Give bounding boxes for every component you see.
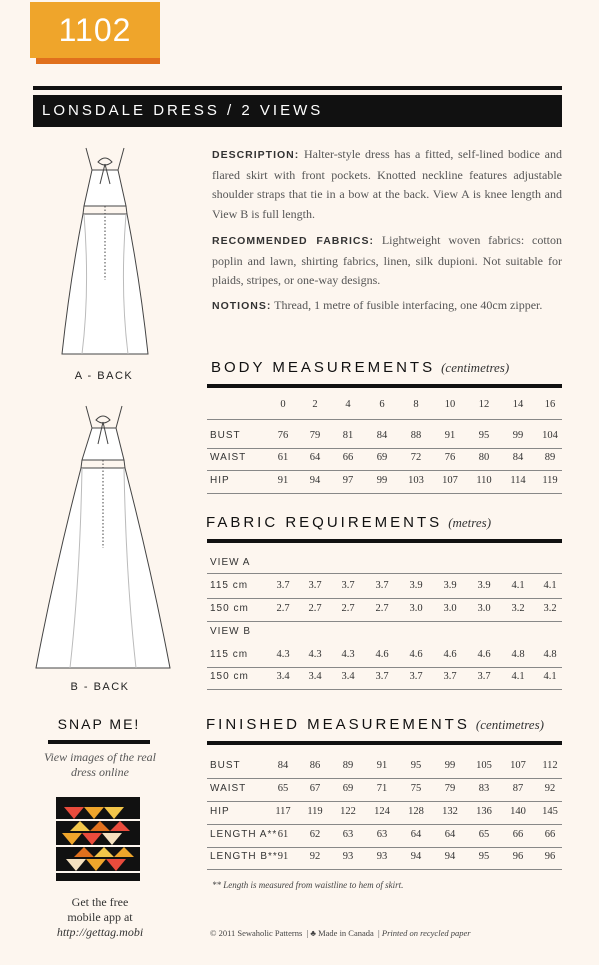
snap-me-text: View images of the real dress online — [44, 750, 156, 779]
table-cell: 79 — [444, 783, 456, 794]
table-cell: 104 — [542, 430, 558, 441]
table-cell: 3.4 — [276, 671, 290, 682]
table-cell: 4.8 — [511, 649, 525, 660]
snap-me-rule — [48, 740, 150, 744]
table-cell: 117 — [275, 806, 291, 817]
fabrics-label: RECOMMENDED FABRICS: — [212, 235, 374, 247]
table-cell: 4.1 — [511, 580, 525, 591]
table-cell: 65 — [277, 783, 289, 794]
table-row-label: 150 cm — [210, 671, 249, 682]
table-cell: 75 — [410, 783, 422, 794]
table-cell: 4.3 — [276, 649, 290, 660]
table-cell: 3.7 — [375, 671, 389, 682]
length-footnote: ** Length is measured from waistline to hem of skirt. — [212, 880, 404, 890]
table-cell: 79 — [309, 430, 321, 441]
table-cell: 107 — [442, 475, 458, 486]
table-cell: 119 — [307, 806, 323, 817]
table-cell: 3.4 — [341, 671, 355, 682]
table-cell: 76 — [444, 452, 456, 463]
table-cell: 99 — [376, 475, 388, 486]
table-cell: 96 — [544, 851, 556, 862]
table-cell: 3.0 — [443, 603, 457, 614]
table-divider — [207, 573, 562, 574]
table-cell: 4.1 — [543, 671, 557, 682]
table-cell: 91 — [376, 760, 388, 771]
table-cell: 3.7 — [308, 580, 322, 591]
app-url-link[interactable]: http://gettag.mobi — [56, 925, 144, 939]
table-row-label: 150 cm — [210, 603, 249, 614]
table-cell: 2.7 — [276, 603, 290, 614]
table-cell: 69 — [342, 783, 354, 794]
table-row-label: BUST — [210, 430, 241, 441]
table-cell: 84 — [277, 760, 289, 771]
table-cell: 4.6 — [477, 649, 491, 660]
size-header: 10 — [444, 399, 456, 410]
fabric-requirements-rule — [207, 539, 562, 543]
table-cell: 96 — [512, 851, 524, 862]
view-b-label: B - BACK — [70, 681, 130, 693]
pattern-number-badge: 1102 — [30, 2, 160, 58]
table-cell: 63 — [376, 829, 388, 840]
table-cell: 63 — [342, 829, 354, 840]
size-header: 6 — [379, 399, 385, 410]
table-cell: 83 — [478, 783, 490, 794]
table-cell: 66 — [342, 452, 354, 463]
view-b-row-label: VIEW B — [210, 626, 252, 637]
table-cell: 4.6 — [409, 649, 423, 660]
table-cell: 110 — [476, 475, 492, 486]
table-cell: 4.6 — [375, 649, 389, 660]
table-cell: 2.7 — [375, 603, 389, 614]
table-cell: 99 — [444, 760, 456, 771]
table-cell: 71 — [376, 783, 388, 794]
fabric-requirements-heading: FABRIC REQUIREMENTS — [206, 514, 443, 531]
table-divider — [207, 869, 562, 870]
table-cell: 95 — [478, 851, 490, 862]
table-cell: 3.7 — [276, 580, 290, 591]
table-cell: 62 — [309, 829, 321, 840]
tag-code-graphic — [56, 797, 140, 881]
table-cell: 3.4 — [308, 671, 322, 682]
description-label: DESCRIPTION: — [212, 149, 300, 161]
table-divider — [207, 470, 562, 471]
table-divider — [207, 419, 562, 420]
table-cell: 64 — [444, 829, 456, 840]
table-cell: 4.1 — [543, 580, 557, 591]
table-divider — [207, 847, 562, 848]
top-rule — [33, 86, 562, 90]
fabrics-text: Lightweight woven fabrics: cotton poplin and lawn, shirting fabrics, linen, silk dupioni. Not suitable for plaids, stripes, or one-way designs. — [212, 233, 562, 287]
table-cell: 3.2 — [543, 603, 557, 614]
table-cell: 89 — [544, 452, 556, 463]
table-cell: 64 — [410, 829, 422, 840]
dress-view-a-back-illustration — [40, 140, 170, 360]
table-cell: 112 — [542, 760, 558, 771]
table-divider — [207, 598, 562, 599]
table-cell: 3.7 — [375, 580, 389, 591]
table-cell: 122 — [340, 806, 356, 817]
table-cell: 66 — [544, 829, 556, 840]
table-divider — [207, 621, 562, 622]
table-cell: 69 — [376, 452, 388, 463]
snap-me-title: SNAP ME! — [57, 716, 141, 732]
table-divider — [207, 493, 562, 494]
view-a-row-label: VIEW A — [210, 557, 251, 568]
table-row-label: LENGTH A** — [210, 829, 278, 840]
size-header: 8 — [413, 399, 419, 410]
maple-leaf-icon: ♣ — [310, 928, 316, 938]
table-cell: 87 — [512, 783, 524, 794]
table-cell: 93 — [376, 851, 388, 862]
table-row-label: HIP — [210, 806, 230, 817]
table-cell: 3.0 — [409, 603, 423, 614]
footer: © 2011 Sewaholic Patterns | ♣ Made in Canada | Printed on recycled paper — [210, 928, 471, 938]
table-cell: 80 — [478, 452, 490, 463]
body-measurements-heading: BODY MEASUREMENTS — [211, 359, 436, 376]
table-cell: 66 — [512, 829, 524, 840]
made-in-text: Made in Canada — [318, 928, 374, 938]
table-cell: 4.6 — [443, 649, 457, 660]
table-cell: 3.7 — [443, 671, 457, 682]
table-cell: 72 — [410, 452, 422, 463]
table-divider — [207, 824, 562, 825]
table-cell: 67 — [309, 783, 321, 794]
copyright-text: © 2011 Sewaholic Patterns — [210, 928, 303, 938]
finished-measurements-title — [206, 716, 544, 733]
size-header: 12 — [478, 399, 490, 410]
finished-measurements-heading: FINISHED MEASUREMENTS — [206, 716, 470, 733]
table-cell: 94 — [309, 475, 321, 486]
table-cell: 61 — [277, 829, 289, 840]
table-cell: 103 — [408, 475, 424, 486]
table-cell: 61 — [277, 452, 289, 463]
dress-view-b-back-illustration — [30, 398, 175, 673]
printed-text: Printed on recycled paper — [381, 928, 471, 938]
table-cell: 92 — [544, 783, 556, 794]
table-cell: 97 — [342, 475, 354, 486]
table-cell: 2.7 — [308, 603, 322, 614]
size-header: 14 — [512, 399, 524, 410]
description-text: Halter-style dress has a fitted, self-lined bodice and flared skirt with front pockets. Knotted neckline features adjustable shoulder straps that tie in a bow at the back. View A is knee length and View B is full length. — [212, 147, 563, 221]
table-cell: 145 — [542, 806, 558, 817]
table-cell: 99 — [512, 430, 524, 441]
table-cell: 124 — [374, 806, 390, 817]
table-cell: 95 — [478, 430, 490, 441]
table-cell: 3.9 — [409, 580, 423, 591]
table-divider — [207, 778, 562, 779]
table-cell: 91 — [277, 475, 289, 486]
table-row-label: HIP — [210, 475, 230, 486]
mobile-app-text — [40, 895, 160, 940]
fabric-requirements-unit: (metres) — [448, 515, 492, 530]
view-a-label: A - BACK — [74, 370, 134, 382]
table-cell: 3.9 — [477, 580, 491, 591]
table-cell: 105 — [476, 760, 492, 771]
table-cell: 4.3 — [308, 649, 322, 660]
table-row-label: BUST — [210, 760, 241, 771]
table-cell: 128 — [408, 806, 424, 817]
table-cell: 3.7 — [409, 671, 423, 682]
table-divider — [207, 667, 562, 668]
table-cell: 84 — [512, 452, 524, 463]
table-cell: 4.8 — [543, 649, 557, 660]
app-line-2: mobile app at — [67, 910, 133, 924]
table-cell: 3.9 — [443, 580, 457, 591]
table-cell: 84 — [376, 430, 388, 441]
body-measurements-title — [211, 359, 509, 376]
body-measurements-unit: (centimetres) — [441, 360, 510, 375]
table-cell: 3.2 — [511, 603, 525, 614]
table-cell: 94 — [410, 851, 422, 862]
table-cell: 89 — [342, 760, 354, 771]
table-cell: 91 — [444, 430, 456, 441]
table-cell: 119 — [542, 475, 558, 486]
fabric-requirements-title — [206, 514, 491, 531]
table-row-label: 115 cm — [210, 580, 249, 591]
table-cell: 107 — [510, 760, 526, 771]
table-cell: 92 — [309, 851, 321, 862]
table-cell: 140 — [510, 806, 526, 817]
notions-label: NOTIONS: — [212, 300, 272, 312]
table-cell: 93 — [342, 851, 354, 862]
finished-measurements-rule — [207, 741, 562, 745]
table-cell: 132 — [442, 806, 458, 817]
table-row-label: WAIST — [210, 783, 247, 794]
size-header: 0 — [280, 399, 286, 410]
table-row-label: 115 cm — [210, 649, 249, 660]
table-cell: 3.7 — [341, 580, 355, 591]
fabrics-block — [212, 231, 562, 291]
size-header: 4 — [345, 399, 351, 410]
size-header: 2 — [312, 399, 318, 410]
size-header: 16 — [544, 399, 556, 410]
body-measurements-rule — [207, 384, 562, 388]
table-cell: 95 — [410, 760, 422, 771]
app-line-1: Get the free — [71, 895, 129, 909]
table-cell: 3.7 — [477, 671, 491, 682]
table-row-label: WAIST — [210, 452, 247, 463]
description-block — [212, 145, 562, 224]
table-cell: 88 — [410, 430, 422, 441]
table-cell: 2.7 — [341, 603, 355, 614]
pattern-title: LONSDALE DRESS / 2 VIEWS — [33, 95, 562, 127]
finished-measurements-unit: (centimetres) — [475, 717, 544, 732]
table-divider — [207, 689, 562, 690]
tag-code-image[interactable] — [56, 797, 140, 881]
table-cell: 114 — [510, 475, 526, 486]
table-cell: 86 — [309, 760, 321, 771]
table-divider — [207, 801, 562, 802]
table-cell: 91 — [277, 851, 289, 862]
table-divider — [207, 448, 562, 449]
table-cell: 64 — [309, 452, 321, 463]
table-cell: 4.1 — [511, 671, 525, 682]
notions-text: Thread, 1 metre of fusible interfacing, one 40cm zipper. — [274, 298, 543, 312]
table-cell: 76 — [277, 430, 289, 441]
table-cell: 3.0 — [477, 603, 491, 614]
table-row-label: LENGTH B** — [210, 851, 278, 862]
table-cell: 136 — [476, 806, 492, 817]
table-cell: 65 — [478, 829, 490, 840]
table-cell: 81 — [342, 430, 354, 441]
notions-block — [212, 296, 562, 317]
table-cell: 94 — [444, 851, 456, 862]
table-cell: 4.3 — [341, 649, 355, 660]
